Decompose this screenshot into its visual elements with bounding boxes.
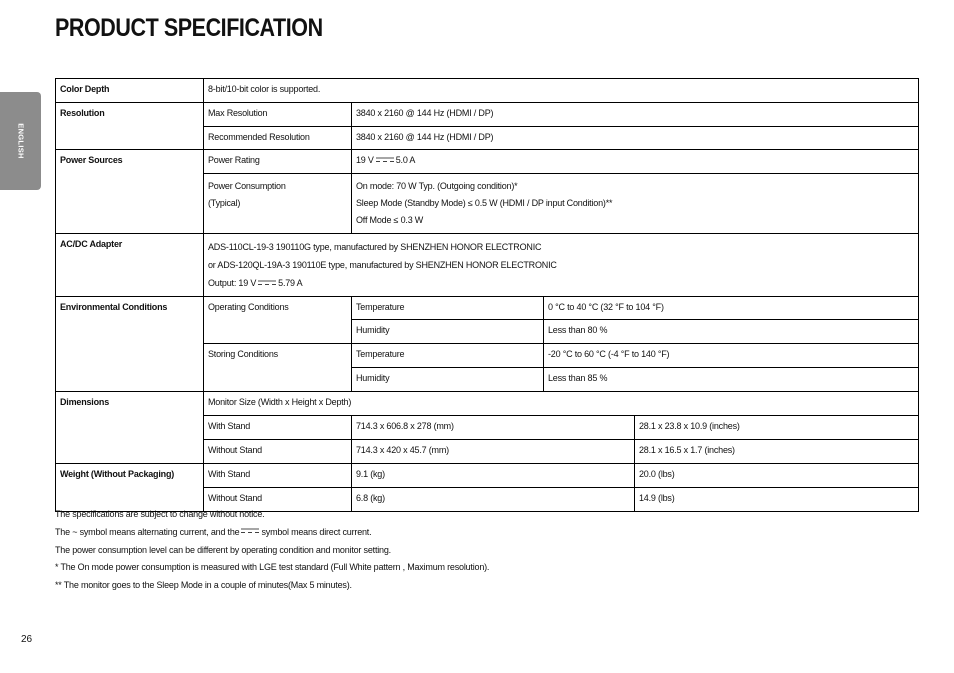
adapter-label: AC/DC Adapter [56, 234, 204, 297]
dc-current-symbol-icon [258, 280, 276, 286]
dimensions-without-stand-inches: 28.1 x 16.5 x 1.7 (inches) [635, 440, 919, 464]
power-rating-value [352, 150, 919, 174]
table-row [56, 79, 919, 103]
storing-temperature-label: Temperature [352, 344, 544, 368]
weight-with-stand-kg: 9.1 (kg) [352, 464, 635, 488]
footnotes [55, 506, 489, 595]
page-number: 26 [21, 634, 33, 645]
dimensions-with-stand-mm: 714.3 x 606.8 x 278 (mm) [352, 416, 635, 440]
table-row [56, 392, 919, 416]
table-row [56, 150, 919, 174]
weight-with-stand-lbs: 20.0 (lbs) [635, 464, 919, 488]
table-row [56, 103, 919, 127]
recommended-resolution-value: 3840 x 2160 @ 144 Hz (HDMI / DP) [352, 127, 919, 150]
adapter-value [204, 234, 919, 297]
storing-temperature-value: -20 °C to 60 °C (-4 °F to 140 °F) [544, 344, 919, 368]
dimensions-with-stand-label: With Stand [204, 416, 352, 440]
weight-without-stand-label: Without Stand [204, 488, 352, 512]
power-consumption-value [352, 174, 919, 234]
adapter-line: or ADS-120QL-19A-3 190110E type, manufactured by SHENZHEN HONOR ELECTRONIC [208, 260, 557, 270]
language-side-tab [0, 92, 41, 190]
power-rating-label: Power Rating [204, 150, 352, 174]
page-title: PRODUCT SPECIFICATION [55, 14, 323, 42]
weight-without-stand-lbs: 14.9 (lbs) [635, 488, 919, 512]
environmental-label: Environmental Conditions [56, 297, 204, 392]
footnote-text: symbol means direct current. [261, 526, 372, 537]
language-tab-label: ENGLISH [16, 123, 25, 159]
off-mode-consumption: Off Mode ≤ 0.3 W [356, 215, 424, 225]
power-consumption-label-line: Power Consumption [208, 181, 286, 191]
max-resolution-value: 3840 x 2160 @ 144 Hz (HDMI / DP) [352, 103, 919, 127]
footnote: * The On mode power consumption is measured with LGE test standard (Full White pattern , Maximum resolution). [55, 562, 490, 573]
power-consumption-label-line: (Typical) [208, 198, 241, 208]
power-rating-voltage: 19 V [356, 155, 374, 165]
table-row [56, 297, 919, 320]
table-row [56, 464, 919, 488]
dc-current-symbol-icon [241, 528, 259, 534]
footnote-text: The ~ symbol means alternating current, and the [55, 526, 240, 537]
operating-conditions-label: Operating Conditions [204, 297, 352, 344]
color-depth-value: 8-bit/10-bit color is supported. [204, 79, 919, 103]
max-resolution-label: Max Resolution [204, 103, 352, 127]
on-mode-consumption: On mode: 70 W Typ. (Outgoing condition)* [356, 181, 518, 191]
color-depth-label: Color Depth [56, 79, 204, 103]
dimensions-label: Dimensions [56, 392, 204, 464]
dimensions-with-stand-inches: 28.1 x 23.8 x 10.9 (inches) [635, 416, 919, 440]
power-sources-label: Power Sources [56, 150, 204, 234]
footnote: ** The monitor goes to the Sleep Mode in a couple of minutes(Max 5 minutes). [55, 580, 352, 591]
dc-current-symbol-icon [376, 157, 394, 163]
table-row [56, 234, 919, 297]
adapter-output-current: 5.79 A [278, 278, 303, 288]
footnote [55, 524, 489, 542]
operating-humidity-value: Less than 80 % [544, 320, 919, 344]
monitor-size-label: Monitor Size (Width x Height x Depth) [204, 392, 919, 416]
dimensions-without-stand-mm: 714.3 x 420 x 45.7 (mm) [352, 440, 635, 464]
storing-humidity-value: Less than 85 % [544, 368, 919, 392]
adapter-line: ADS-110CL-19-3 190110G type, manufactured by SHENZHEN HONOR ELECTRONIC [208, 242, 542, 252]
weight-without-stand-kg: 6.8 (kg) [352, 488, 635, 512]
power-consumption-label [204, 174, 352, 234]
adapter-output-voltage: Output: 19 V [208, 278, 257, 288]
storing-humidity-label: Humidity [352, 368, 544, 392]
footnote: The specifications are subject to change without notice. [55, 509, 265, 519]
sleep-mode-consumption: Sleep Mode (Standby Mode) ≤ 0.5 W (HDMI / DP input Condition)** [356, 198, 613, 208]
operating-humidity-label: Humidity [352, 320, 544, 344]
storing-conditions-label: Storing Conditions [204, 344, 352, 392]
recommended-resolution-label: Recommended Resolution [204, 127, 352, 150]
footnote: The power consumption level can be different by operating condition and monitor setting. [55, 544, 391, 555]
specification-table [55, 78, 919, 512]
operating-temperature-label: Temperature [352, 297, 544, 320]
resolution-label: Resolution [56, 103, 204, 150]
weight-with-stand-label: With Stand [204, 464, 352, 488]
power-rating-current: 5.0 A [395, 155, 416, 165]
weight-label: Weight (Without Packaging) [56, 464, 204, 512]
operating-temperature-value: 0 °C to 40 °C (32 °F to 104 °F) [544, 297, 919, 320]
adapter-output [208, 274, 914, 292]
dimensions-without-stand-label: Without Stand [204, 440, 352, 464]
